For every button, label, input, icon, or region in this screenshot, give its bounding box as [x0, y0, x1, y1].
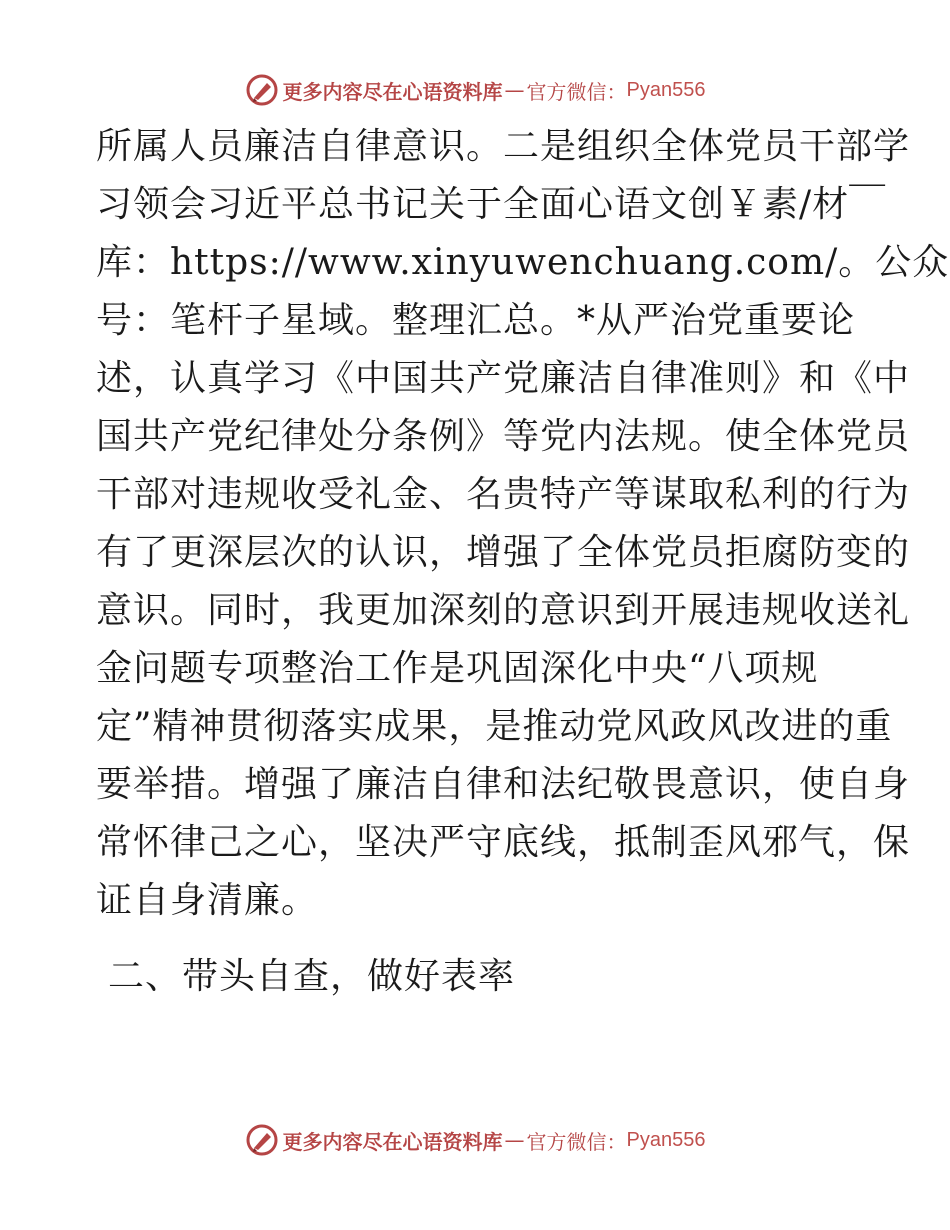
body-line: 意识。同时，我更加深刻的意识到开展违规收送礼 [96, 590, 911, 631]
section-heading: 二、带头自查，做好表率 [108, 956, 516, 997]
watermark-label: 官方微信： [526, 79, 627, 104]
body-line: 干部对违规收受礼金、名贵特产等谋取私利的行为 [96, 474, 911, 515]
pen-logo-icon [245, 73, 279, 107]
body-line: 定”精神贯彻落实成果，是推动党风政风改进的重 [96, 706, 893, 747]
body-line: 习领会习近平总书记关于全面心语文创￥素/材￣ [96, 184, 887, 225]
watermark-main-text: 更多内容尽在心语资料库 [282, 1129, 503, 1154]
header-watermark [0, 70, 950, 110]
document-body [96, 118, 950, 930]
watermark-main-text: 更多内容尽在心语资料库 [282, 79, 503, 104]
footer-watermark [0, 1120, 950, 1160]
watermark-separator: — [504, 78, 525, 102]
watermark-id: Pyan556 [626, 1128, 706, 1151]
body-line: 国共产党纪律处分条例》等党内法规。使全体党员 [96, 416, 911, 457]
pen-logo-icon [245, 1123, 279, 1157]
body-line: 证自身清廉。 [96, 880, 319, 921]
body-line: 述，认真学习《中国共产党廉洁自律准则》和《中 [96, 358, 911, 399]
body-line: 有了更深层次的认识，增强了全体党员拒腐防变的 [96, 532, 911, 573]
body-line: 号：笔杆子星域。整理汇总。*从严治党重要论 [96, 300, 856, 341]
body-line: 金问题专项整治工作是巩固深化中央“八项规 [96, 648, 819, 689]
watermark-id: Pyan556 [626, 78, 706, 101]
body-line: 常怀律己之心，坚决严守底线，抵制歪风邪气，保 [96, 822, 911, 863]
body-line: 库：https://www.xinyuwenchuang.com/。公众 [96, 242, 950, 283]
watermark-label: 官方微信： [526, 1129, 627, 1154]
body-line: 要举措。增强了廉洁自律和法纪敬畏意识，使自身 [96, 764, 911, 805]
body-line: 所属人员廉洁自律意识。二是组织全体党员干部学 [96, 126, 911, 167]
watermark-separator: — [504, 1128, 525, 1152]
